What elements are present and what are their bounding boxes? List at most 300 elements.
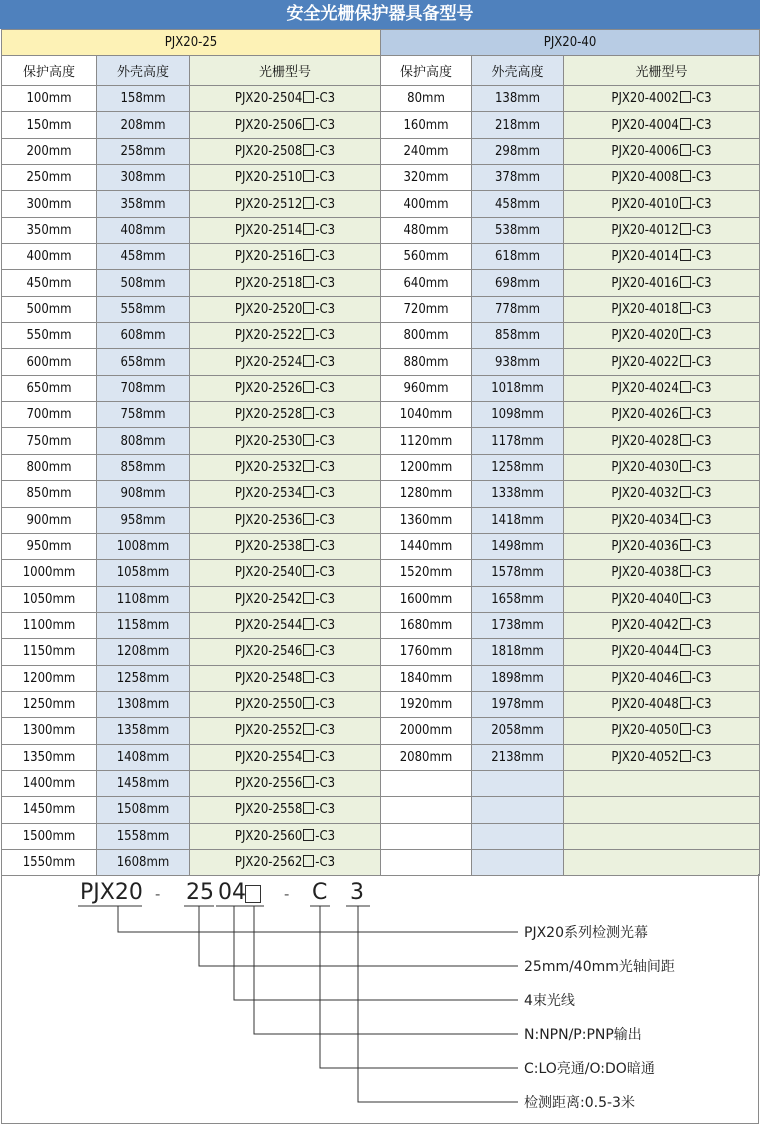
output-option-box <box>680 118 691 130</box>
model-number-cell <box>190 507 381 533</box>
model-suffix: -C3 <box>315 539 336 555</box>
model-suffix: -C3 <box>691 459 712 475</box>
housing-height-cell: 218mm <box>472 112 564 138</box>
empty-cell <box>564 849 760 875</box>
protect-height-cell: 320mm <box>381 165 472 191</box>
table-row <box>2 612 760 638</box>
code-series: PJX20 <box>80 880 143 905</box>
model-prefix: PJX20-4048 <box>611 697 679 713</box>
protect-height-cell: 1500mm <box>2 823 97 849</box>
output-option-box <box>680 513 691 525</box>
model-suffix: -C3 <box>691 618 712 634</box>
output-option-box <box>303 565 314 577</box>
protect-height-cell: 400mm <box>381 191 472 217</box>
output-option-box <box>303 539 314 551</box>
protect-height-cell: 1920mm <box>381 691 472 717</box>
model-number-cell <box>190 323 381 349</box>
output-option-box <box>303 302 314 314</box>
housing-height-cell: 1508mm <box>97 797 190 823</box>
model-number-cell <box>564 402 760 428</box>
output-option-box <box>303 170 314 182</box>
model-suffix: -C3 <box>315 828 336 844</box>
model-suffix: -C3 <box>691 143 712 159</box>
output-option-box <box>680 565 691 577</box>
model-suffix: -C3 <box>315 170 336 186</box>
output-option-box <box>680 644 691 656</box>
protect-height-cell: 1440mm <box>381 533 472 559</box>
output-option-box <box>303 118 314 130</box>
model-prefix: PJX20-4010 <box>611 196 679 212</box>
model-prefix: PJX20-2508 <box>234 143 303 159</box>
model-prefix: PJX20-4008 <box>611 170 679 186</box>
protect-height-cell: 960mm <box>381 375 472 401</box>
model-number-cell <box>564 718 760 744</box>
model-number-cell <box>564 691 760 717</box>
output-option-box <box>303 328 314 340</box>
protect-height-cell: 650mm <box>2 375 97 401</box>
legend-desc-range: 检测距离:0.5-3米 <box>524 1095 635 1111</box>
model-suffix: -C3 <box>315 591 336 607</box>
protect-height-cell: 1120mm <box>381 428 472 454</box>
output-option-box <box>680 486 691 498</box>
table-row <box>2 797 760 823</box>
housing-height-cell: 1058mm <box>97 560 190 586</box>
model-suffix: -C3 <box>691 723 712 739</box>
table-row <box>2 586 760 612</box>
model-prefix: PJX20-2538 <box>234 539 303 555</box>
housing-height-cell: 458mm <box>472 191 564 217</box>
column-header: 保护高度 <box>381 56 472 86</box>
table-row <box>2 744 760 770</box>
model-number-cell <box>564 191 760 217</box>
protect-height-cell: 1840mm <box>381 665 472 691</box>
model-number-cell <box>190 349 381 375</box>
housing-height-cell: 298mm <box>472 138 564 164</box>
empty-cell <box>564 823 760 849</box>
protect-height-cell: 1250mm <box>2 691 97 717</box>
model-number-cell <box>190 612 381 638</box>
protect-height-cell: 880mm <box>381 349 472 375</box>
model-prefix: PJX20-2518 <box>234 275 303 291</box>
model-number-cell <box>190 402 381 428</box>
housing-height-cell: 658mm <box>97 349 190 375</box>
model-prefix: PJX20-2544 <box>234 618 303 634</box>
housing-height-cell: 1338mm <box>472 481 564 507</box>
model-suffix: -C3 <box>315 433 336 449</box>
housing-height-cell: 938mm <box>472 349 564 375</box>
model-suffix: -C3 <box>691 328 712 344</box>
model-number-cell <box>190 138 381 164</box>
column-header: 保护高度 <box>2 56 97 86</box>
model-suffix: -C3 <box>315 275 336 291</box>
model-prefix: PJX20-2530 <box>234 433 303 449</box>
model-prefix: PJX20-4040 <box>611 591 679 607</box>
model-suffix: -C3 <box>691 749 712 765</box>
output-option-box <box>303 249 314 261</box>
model-prefix: PJX20-4028 <box>611 433 679 449</box>
protect-height-cell: 480mm <box>381 217 472 243</box>
protect-height-cell: 900mm <box>2 507 97 533</box>
housing-height-cell: 708mm <box>97 375 190 401</box>
model-prefix: PJX20-2552 <box>234 723 303 739</box>
model-prefix: PJX20-4032 <box>611 486 679 502</box>
code-dash: - <box>284 886 290 903</box>
model-suffix: -C3 <box>691 354 712 370</box>
table-row <box>2 507 760 533</box>
model-number-cell <box>564 507 760 533</box>
protect-height-cell: 1000mm <box>2 560 97 586</box>
column-header: 光栅型号 <box>564 56 760 86</box>
output-option-box <box>303 802 314 814</box>
table-row <box>2 402 760 428</box>
model-prefix: PJX20-2528 <box>234 407 303 423</box>
legend-desc-series: PJX20系列检测光幕 <box>524 925 648 941</box>
model-code-legend <box>1 874 759 1124</box>
protect-height-cell: 2000mm <box>381 718 472 744</box>
model-number-cell <box>564 586 760 612</box>
model-prefix: PJX20-2536 <box>234 512 303 528</box>
housing-height-cell: 1658mm <box>472 586 564 612</box>
model-prefix: PJX20-2524 <box>234 354 303 370</box>
model-number-cell <box>190 481 381 507</box>
model-prefix: PJX20-4002 <box>611 91 679 107</box>
protect-height-cell: 750mm <box>2 428 97 454</box>
housing-height-cell: 508mm <box>97 270 190 296</box>
page-title: 安全光栅保护器具备型号 <box>0 0 760 29</box>
table-row <box>2 165 760 191</box>
model-prefix: PJX20-2558 <box>234 802 303 818</box>
output-option-box <box>303 144 314 156</box>
table-row <box>2 270 760 296</box>
code-spacing: 25 <box>186 880 214 905</box>
output-option-box <box>303 460 314 472</box>
protect-height-cell: 800mm <box>381 323 472 349</box>
housing-height-cell: 2138mm <box>472 744 564 770</box>
model-prefix: PJX20-4004 <box>611 117 679 133</box>
table-row <box>2 138 760 164</box>
housing-height-cell: 1158mm <box>97 612 190 638</box>
model-number-cell <box>190 375 381 401</box>
output-option-box <box>680 671 691 683</box>
output-option-box <box>680 223 691 235</box>
output-option-box <box>680 723 691 735</box>
model-prefix: PJX20-2556 <box>234 776 303 792</box>
table-row <box>2 770 760 796</box>
protect-height-cell: 1760mm <box>381 639 472 665</box>
model-number-cell <box>564 296 760 322</box>
protect-height-cell: 500mm <box>2 296 97 322</box>
model-number-cell <box>564 428 760 454</box>
table-row <box>2 691 760 717</box>
model-number-cell <box>564 375 760 401</box>
protect-height-cell: 700mm <box>2 402 97 428</box>
housing-height-cell: 608mm <box>97 323 190 349</box>
output-option-box <box>303 513 314 525</box>
model-number-cell <box>564 270 760 296</box>
model-suffix: -C3 <box>315 855 336 871</box>
housing-height-cell: 308mm <box>97 165 190 191</box>
column-header: 光栅型号 <box>190 56 381 86</box>
table-row <box>2 244 760 270</box>
housing-height-cell: 538mm <box>472 217 564 243</box>
housing-height-cell: 1558mm <box>97 823 190 849</box>
series-header-right: PJX20-40 <box>381 30 760 56</box>
model-prefix: PJX20-4016 <box>611 275 679 291</box>
table-row <box>2 217 760 243</box>
housing-height-cell: 858mm <box>97 454 190 480</box>
legend-desc-beams: 4束光线 <box>524 993 575 1009</box>
protect-height-cell: 80mm <box>381 86 472 112</box>
model-prefix: PJX20-2532 <box>234 459 303 475</box>
model-suffix: -C3 <box>315 380 336 396</box>
housing-height-cell: 1258mm <box>472 454 564 480</box>
model-prefix: PJX20-4046 <box>611 670 679 686</box>
housing-height-cell: 808mm <box>97 428 190 454</box>
output-option-box <box>303 776 314 788</box>
housing-height-cell: 408mm <box>97 217 190 243</box>
model-number-cell <box>564 86 760 112</box>
output-option-box <box>680 249 691 261</box>
empty-cell <box>381 797 472 823</box>
protect-height-cell: 1350mm <box>2 744 97 770</box>
protect-height-cell: 1200mm <box>2 665 97 691</box>
housing-height-cell: 1308mm <box>97 691 190 717</box>
model-prefix: PJX20-2514 <box>234 222 303 238</box>
model-suffix: -C3 <box>691 539 712 555</box>
model-number-cell <box>190 823 381 849</box>
model-suffix: -C3 <box>315 565 336 581</box>
model-suffix: -C3 <box>691 249 712 265</box>
model-suffix: -C3 <box>691 433 712 449</box>
output-option-box <box>303 750 314 762</box>
output-option-box <box>303 592 314 604</box>
output-option-box <box>303 407 314 419</box>
model-number-cell <box>564 665 760 691</box>
code-beams: 04 <box>218 880 246 905</box>
housing-height-cell: 208mm <box>97 112 190 138</box>
output-option-box <box>303 644 314 656</box>
protect-height-cell: 640mm <box>381 270 472 296</box>
model-prefix: PJX20-4022 <box>611 354 679 370</box>
empty-cell <box>564 797 760 823</box>
model-prefix: PJX20-4052 <box>611 749 679 765</box>
protect-height-cell: 1200mm <box>381 454 472 480</box>
model-number-cell <box>564 612 760 638</box>
output-option-box <box>680 618 691 630</box>
column-header: 外壳高度 <box>472 56 564 86</box>
model-prefix: PJX20-4030 <box>611 459 679 475</box>
housing-height-cell: 1258mm <box>97 665 190 691</box>
empty-cell <box>472 797 564 823</box>
housing-height-cell: 1418mm <box>472 507 564 533</box>
housing-height-cell: 908mm <box>97 481 190 507</box>
table-row <box>2 191 760 217</box>
model-suffix: -C3 <box>315 328 336 344</box>
model-prefix: PJX20-2540 <box>234 565 303 581</box>
model-number-cell <box>564 244 760 270</box>
output-option-box <box>680 434 691 446</box>
housing-height-cell: 1818mm <box>472 639 564 665</box>
model-number-cell <box>190 191 381 217</box>
model-number-cell <box>564 481 760 507</box>
model-prefix: PJX20-4034 <box>611 512 679 528</box>
model-number-cell <box>564 323 760 349</box>
protect-height-cell: 1600mm <box>381 586 472 612</box>
output-option-box <box>680 328 691 340</box>
housing-height-cell: 1458mm <box>97 770 190 796</box>
model-suffix: -C3 <box>315 802 336 818</box>
code-logic: C <box>312 880 328 905</box>
protect-height-cell: 150mm <box>2 112 97 138</box>
housing-height-cell: 958mm <box>97 507 190 533</box>
model-prefix: PJX20-2542 <box>234 591 303 607</box>
housing-height-cell: 1208mm <box>97 639 190 665</box>
model-prefix: PJX20-2546 <box>234 644 303 660</box>
protect-height-cell: 400mm <box>2 244 97 270</box>
model-number-cell <box>190 797 381 823</box>
model-number-cell <box>564 454 760 480</box>
output-option-box <box>680 460 691 472</box>
protect-height-cell: 1400mm <box>2 770 97 796</box>
model-suffix: -C3 <box>315 249 336 265</box>
model-number-cell <box>564 165 760 191</box>
output-option-box <box>303 434 314 446</box>
housing-height-cell: 1898mm <box>472 665 564 691</box>
model-prefix: PJX20-2516 <box>234 249 303 265</box>
housing-height-cell: 698mm <box>472 270 564 296</box>
empty-cell <box>472 823 564 849</box>
output-option-box <box>680 592 691 604</box>
housing-height-cell: 1178mm <box>472 428 564 454</box>
model-number-cell <box>190 770 381 796</box>
model-prefix: PJX20-2506 <box>234 117 303 133</box>
protect-height-cell: 250mm <box>2 165 97 191</box>
model-number-cell <box>190 270 381 296</box>
protect-height-cell: 1050mm <box>2 586 97 612</box>
model-prefix: PJX20-2522 <box>234 328 303 344</box>
model-suffix: -C3 <box>691 301 712 317</box>
housing-height-cell: 858mm <box>472 323 564 349</box>
protect-height-cell: 1280mm <box>381 481 472 507</box>
model-number-cell <box>564 639 760 665</box>
output-option-box <box>303 671 314 683</box>
housing-height-cell: 1608mm <box>97 849 190 875</box>
empty-cell <box>381 823 472 849</box>
output-option-box <box>680 750 691 762</box>
model-number-cell <box>190 454 381 480</box>
model-table <box>1 29 760 876</box>
housing-height-cell: 758mm <box>97 402 190 428</box>
model-suffix: -C3 <box>315 723 336 739</box>
model-number-cell <box>190 86 381 112</box>
output-option-box <box>303 618 314 630</box>
model-prefix: PJX20-4012 <box>611 222 679 238</box>
housing-height-cell: 1978mm <box>472 691 564 717</box>
output-option-box <box>680 276 691 288</box>
model-prefix: PJX20-2548 <box>234 670 303 686</box>
model-suffix: -C3 <box>315 407 336 423</box>
model-prefix: PJX20-2504 <box>234 91 303 107</box>
model-suffix: -C3 <box>315 749 336 765</box>
housing-height-cell: 2058mm <box>472 718 564 744</box>
output-option-box <box>303 355 314 367</box>
model-suffix: -C3 <box>315 301 336 317</box>
protect-height-cell: 1680mm <box>381 612 472 638</box>
output-option-box <box>303 91 314 103</box>
protect-height-cell: 950mm <box>2 533 97 559</box>
model-suffix: -C3 <box>315 670 336 686</box>
output-option-box <box>680 381 691 393</box>
model-number-cell <box>190 533 381 559</box>
model-number-cell <box>564 349 760 375</box>
table-row <box>2 86 760 112</box>
model-number-cell <box>564 112 760 138</box>
protect-height-cell: 200mm <box>2 138 97 164</box>
model-prefix: PJX20-4050 <box>611 723 679 739</box>
model-suffix: -C3 <box>315 644 336 660</box>
output-option-box <box>680 407 691 419</box>
model-suffix: -C3 <box>691 697 712 713</box>
model-prefix: PJX20-4014 <box>611 249 679 265</box>
housing-height-cell: 1408mm <box>97 744 190 770</box>
model-suffix: -C3 <box>315 512 336 528</box>
model-suffix: -C3 <box>691 380 712 396</box>
model-prefix: PJX20-2550 <box>234 697 303 713</box>
model-prefix: PJX20-4006 <box>611 143 679 159</box>
model-prefix: PJX20-4044 <box>611 644 679 660</box>
table-row <box>2 849 760 875</box>
protect-height-cell: 100mm <box>2 86 97 112</box>
housing-height-cell: 458mm <box>97 244 190 270</box>
housing-height-cell: 618mm <box>472 244 564 270</box>
model-number-cell <box>190 165 381 191</box>
model-suffix: -C3 <box>691 512 712 528</box>
legend-desc-spacing: 25mm/40mm光轴间距 <box>524 959 675 975</box>
empty-cell <box>472 770 564 796</box>
output-option-box <box>680 144 691 156</box>
model-suffix: -C3 <box>691 196 712 212</box>
output-option-box <box>680 539 691 551</box>
protect-height-cell: 2080mm <box>381 744 472 770</box>
model-suffix: -C3 <box>691 222 712 238</box>
model-prefix: PJX20-2554 <box>234 749 303 765</box>
table-row <box>2 823 760 849</box>
table-row <box>2 349 760 375</box>
code-output-box <box>245 885 261 903</box>
model-prefix: PJX20-4042 <box>611 618 679 634</box>
model-suffix: -C3 <box>315 222 336 238</box>
output-option-box <box>680 302 691 314</box>
model-prefix: PJX20-4020 <box>611 328 679 344</box>
model-number-cell <box>190 296 381 322</box>
protect-height-cell: 1360mm <box>381 507 472 533</box>
housing-height-cell: 1108mm <box>97 586 190 612</box>
table-row <box>2 533 760 559</box>
model-number-cell <box>190 744 381 770</box>
model-prefix: PJX20-4018 <box>611 301 679 317</box>
output-option-box <box>680 697 691 709</box>
protect-height-cell: 1100mm <box>2 612 97 638</box>
model-prefix: PJX20-2560 <box>234 828 303 844</box>
output-option-box <box>303 486 314 498</box>
output-option-box <box>303 381 314 393</box>
model-prefix: PJX20-2512 <box>234 196 303 212</box>
output-option-box <box>303 197 314 209</box>
model-number-cell <box>190 849 381 875</box>
empty-cell <box>472 849 564 875</box>
model-suffix: -C3 <box>315 486 336 502</box>
model-number-cell <box>190 244 381 270</box>
